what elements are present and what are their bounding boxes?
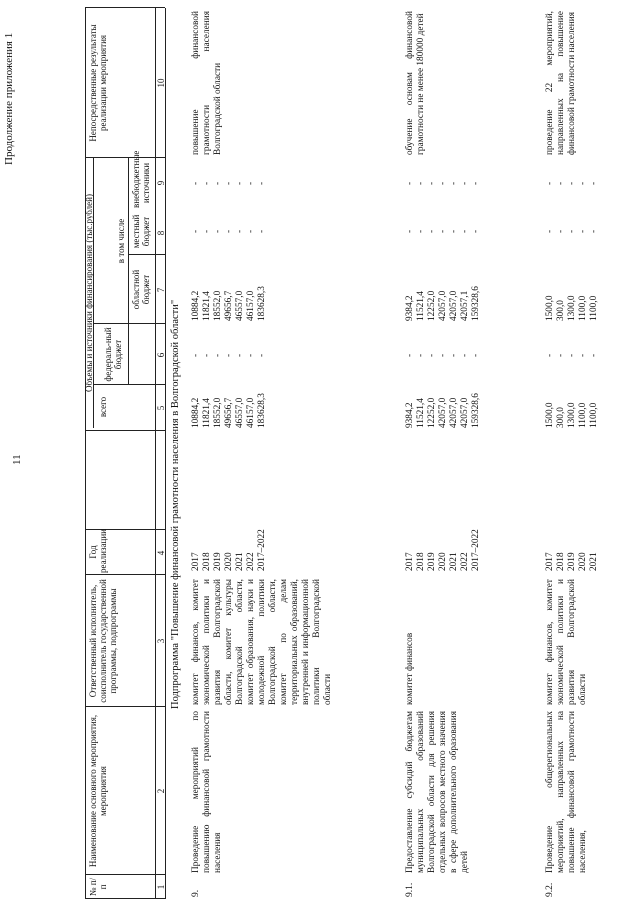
- grid-line: [128, 254, 165, 255]
- row-result: повышение финансовой грамотности населения Волгоградской области: [191, 11, 223, 155]
- row-total: 1500,0 300,0 1300,0 1100,0 1100,0: [545, 402, 599, 428]
- row-number: 9.2.: [545, 882, 555, 897]
- row-name: Проведение общерегиональных мероприятий, направленных на повышение финансовой грамотности населения,: [545, 711, 588, 873]
- row-years: 2017 2018 2019 2020 2021 2022 2017–2022: [405, 529, 481, 571]
- grid-line: [93, 323, 165, 324]
- row-federal: - - - - - - -: [191, 353, 267, 357]
- header-col-incl: в том числе: [116, 218, 126, 264]
- column-number: 7: [156, 287, 166, 293]
- row-offbudget: - - - - -: [545, 181, 599, 185]
- row-local: - - - - -: [545, 229, 599, 233]
- row-name: Предоставление субсидий бюджетам муниципальных образований Волгоградской области для решения отдельных вопросов местного значения в сфере дополнительного образования детей: [405, 711, 470, 873]
- header-col-no: № п/п: [88, 877, 108, 897]
- table-top-border: [85, 8, 86, 899]
- grid-line: [85, 706, 165, 707]
- header-bottom-line: [155, 8, 156, 899]
- subprogram-title: Подпрограмма "Повышение финансовой грамотности населения в Волгоградской области": [170, 299, 181, 709]
- header-col-federal: федераль-ный бюджет: [103, 327, 123, 382]
- header-col-name: Наименование основного мероприятия, мероприятия: [88, 714, 108, 868]
- row-local: - - - - - - -: [191, 229, 267, 233]
- header-col-regional: областной бюджет: [131, 269, 151, 310]
- grid-line: [85, 898, 165, 899]
- row-executor: комитет финансов, комитет экономической политики и развития Волгоградской области, комитет культуры Волгоградской области, комитет образования, науки и молодежной политики Волгоградской области, комитет по делам территориальных образований, внутренней и информационной политики Волгоградской области: [191, 579, 333, 705]
- numbers-bottom-line: [165, 8, 166, 899]
- header-col-total: всего: [98, 396, 108, 418]
- grid-line: [85, 874, 165, 875]
- column-number: 10: [156, 78, 166, 88]
- incl-header-line: [128, 158, 129, 385]
- row-executor: комитет финансов, комитет экономической политики и развития Волгоградской области: [545, 579, 588, 705]
- row-executor: комитет финансов: [405, 632, 415, 705]
- grid-line: [85, 529, 165, 530]
- column-number: 8: [156, 230, 166, 236]
- row-total: 9384,2 11521,4 12252,0 42057,0 42057,0 42057,0 159328,6: [405, 393, 481, 428]
- row-result: проведение 22 мероприятий, направленных на повышение финансовой грамотности населения: [545, 11, 577, 155]
- header-col-results: Непосредственные результаты реализации мероприятия: [88, 24, 108, 142]
- column-number: 2: [156, 788, 166, 794]
- row-number: 9.1.: [405, 882, 415, 897]
- row-years: 2017 2018 2019 2020 2021: [545, 552, 599, 571]
- row-local: - - - - - - -: [405, 229, 481, 233]
- row-total: 10884,2 11821,4 18552,0 49656,7 46557,0 46157,0 183628,3: [191, 393, 267, 428]
- column-number: 1: [156, 884, 166, 890]
- row-offbudget: - - - - - - -: [191, 181, 267, 185]
- header-col-executor: Ответственный исполнитель, соисполнитель государственной программы, подпрограммы: [88, 579, 118, 703]
- row-number: 9.: [191, 889, 201, 897]
- grid-line: [85, 574, 165, 575]
- row-regional: 10884,2 11821,4 18552,0 49656,7 46557,0 46157,0 183628,3: [191, 286, 267, 321]
- row-result: обучение основам финансовой грамотности не менее 180000 детей: [405, 11, 426, 155]
- row-federal: - - - - - - -: [405, 353, 481, 357]
- column-number: 9: [156, 180, 166, 186]
- row-regional: 9384,2 11521,4 12252,0 42057,0 42057,0 42057,1 159328,6: [405, 286, 481, 321]
- column-number: 4: [156, 550, 166, 556]
- grid-line: [85, 7, 165, 8]
- grid-line: [93, 384, 165, 385]
- row-name: Проведение мероприятий по повышению финансовой грамотности населения: [191, 711, 223, 873]
- row-federal: - - - - -: [545, 353, 599, 357]
- column-number: 6: [156, 352, 166, 358]
- row-offbudget: - - - - - - -: [405, 181, 481, 185]
- page-number: 11: [11, 454, 23, 465]
- header-col-finance: Объемы и источники финансирования (тыс.рублей): [84, 194, 94, 392]
- row-years: 2017 2018 2019 2020 2021 2022 2017–2022: [191, 529, 267, 571]
- column-number: 3: [156, 638, 166, 644]
- column-number: 5: [156, 405, 166, 411]
- header-col-offbudget: внебюджетные источники: [131, 150, 151, 208]
- header-col-local: местный бюджет: [131, 214, 151, 249]
- appendix-note: Продолжение приложения 1: [3, 32, 15, 165]
- header-col-year: Год реализации: [88, 529, 108, 573]
- row-regional: 1500,0 300,0 1300,0 1100,0 1100,0: [545, 295, 599, 321]
- grid-line: [85, 430, 165, 431]
